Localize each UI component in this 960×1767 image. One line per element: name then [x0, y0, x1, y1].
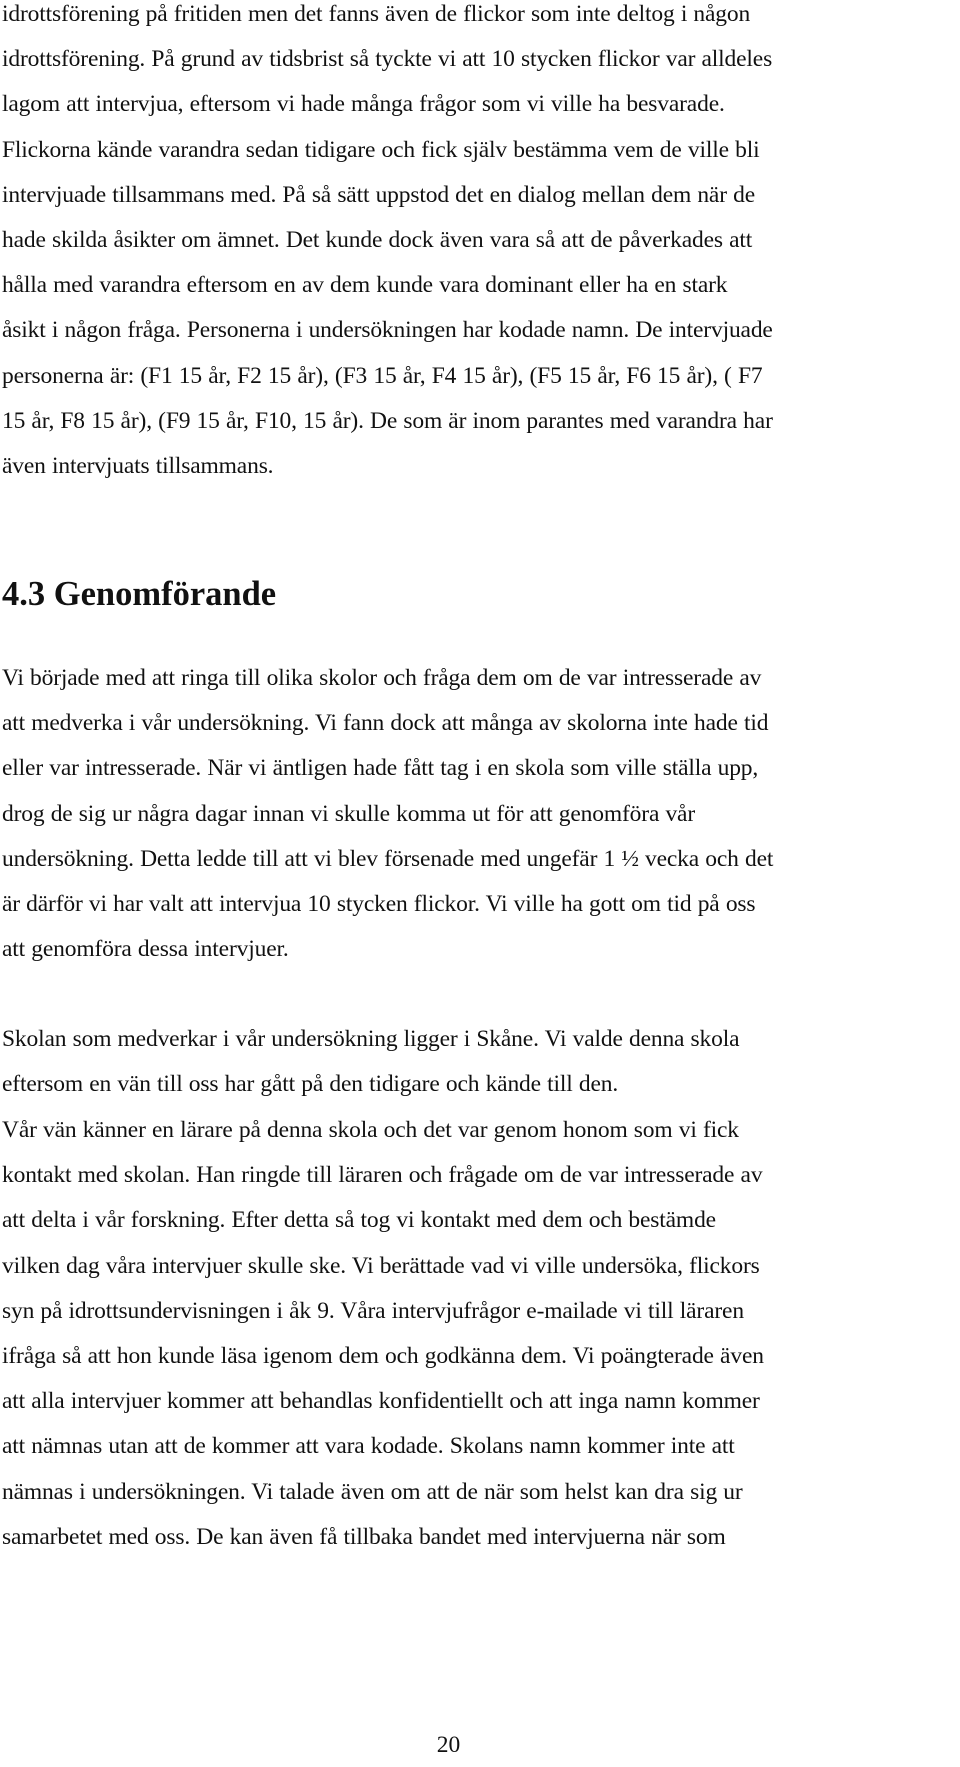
text-line: eftersom en vän till oss har gått på den tidigare och kände till den. [2, 1071, 619, 1098]
text-line: att medverka i vår undersökning. Vi fann dock att många av skolorna inte hade tid [2, 710, 769, 737]
text-line: att genomföra dessa intervjuer. [2, 936, 289, 963]
text-line: Vi började med att ringa till olika skolor och fråga dem om de var intresserade av [2, 665, 762, 691]
text-line: syn på idrottsundervisningen i åk 9. Våra intervjufrågor e-mailade vi till läraren [2, 1297, 744, 1324]
page-number: 20 [436, 1732, 461, 1758]
text-line: vilken dag våra intervjuer skulle ske. Vi berättade vad vi ville undersöka, flickors [2, 1252, 760, 1279]
text-line: ifråga så att hon kunde läsa igenom dem och godkänna dem. Vi poängterade även [2, 1343, 764, 1370]
text-line: hålla med varandra eftersom en av dem kunde vara dominant eller ha en stark [2, 272, 728, 299]
paragraph-contact [2, 1108, 952, 1560]
text-line: Skolan som medverkar i vår undersökning ligger i Skåne. Vi valde denna skola [2, 1026, 740, 1052]
paragraph-school [2, 1017, 952, 1107]
text-line: att nämnas utan att de kommer att vara kodade. Skolans namn kommer inte att [2, 1433, 735, 1460]
text-line: även intervjuats tillsammans. [2, 453, 274, 480]
text-line: Flickorna kände varandra sedan tidigare och fick själv bestämma vem de ville bli [2, 136, 760, 163]
text-line: eller var intresserade. När vi äntligen hade fått tag i en skola som ville ställa upp, [2, 755, 759, 782]
paragraph-procedure [2, 656, 952, 972]
text-line: åsikt i någon fråga. Personerna i undersökningen har kodade namn. De intervjuade [2, 317, 773, 344]
section-heading: 4.3 Genomförande [2, 575, 277, 613]
text-line: att delta i vår forskning. Efter detta så tog vi kontakt med dem och bestämde [2, 1207, 716, 1234]
text-line: nämnas i undersökningen. Vi talade även om att de när som helst kan dra sig ur [2, 1478, 743, 1505]
text-line: personerna är: (F1 15 år, F2 15 år), (F3 15 år, F4 15 år), (F5 15 år, F6 15 år), ( F7 [2, 362, 763, 389]
text-line: lagom att intervjua, eftersom vi hade många frågor som vi ville ha besvarade. [2, 91, 725, 118]
text-line: intervjuade tillsammans med. På så sätt uppstod det en dialog mellan dem när de [2, 181, 755, 208]
text-line: Vår vän känner en lärare på denna skola och det var genom honom som vi fick [2, 1117, 739, 1143]
text-line: att alla intervjuer kommer att behandlas konfidentiellt och att inga namn kommer [2, 1388, 760, 1415]
text-line: samarbetet med oss. De kan även få tillbaka bandet med intervjuerna när som [2, 1523, 726, 1550]
text-line: idrottsförening. På grund av tidsbrist så tyckte vi att 10 stycken flickor var alldeles [2, 46, 773, 73]
text-line: hade skilda åsikter om ämnet. Det kunde dock även vara så att de påverkades att [2, 227, 753, 254]
text-line: 15 år, F8 15 år), (F9 15 år, F10, 15 år). De som är inom parantes med varandra har [2, 407, 773, 434]
text-line: drog de sig ur några dagar innan vi skulle komma ut för att genomföra vår [2, 800, 696, 827]
text-line: kontakt med skolan. Han ringde till läraren och frågade om de var intresserade av [2, 1162, 763, 1189]
text-line: undersökning. Detta ledde till att vi blev försenade med ungefär 1 ½ vecka och det [2, 845, 774, 872]
text-line: är därför vi har valt att intervjua 10 stycken flickor. Vi ville ha gott om tid på oss [2, 891, 756, 918]
text-line: idrottsförening på fritiden men det fanns även de flickor som inte deltog i någon [2, 1, 751, 27]
paragraph-participants [2, 0, 952, 489]
